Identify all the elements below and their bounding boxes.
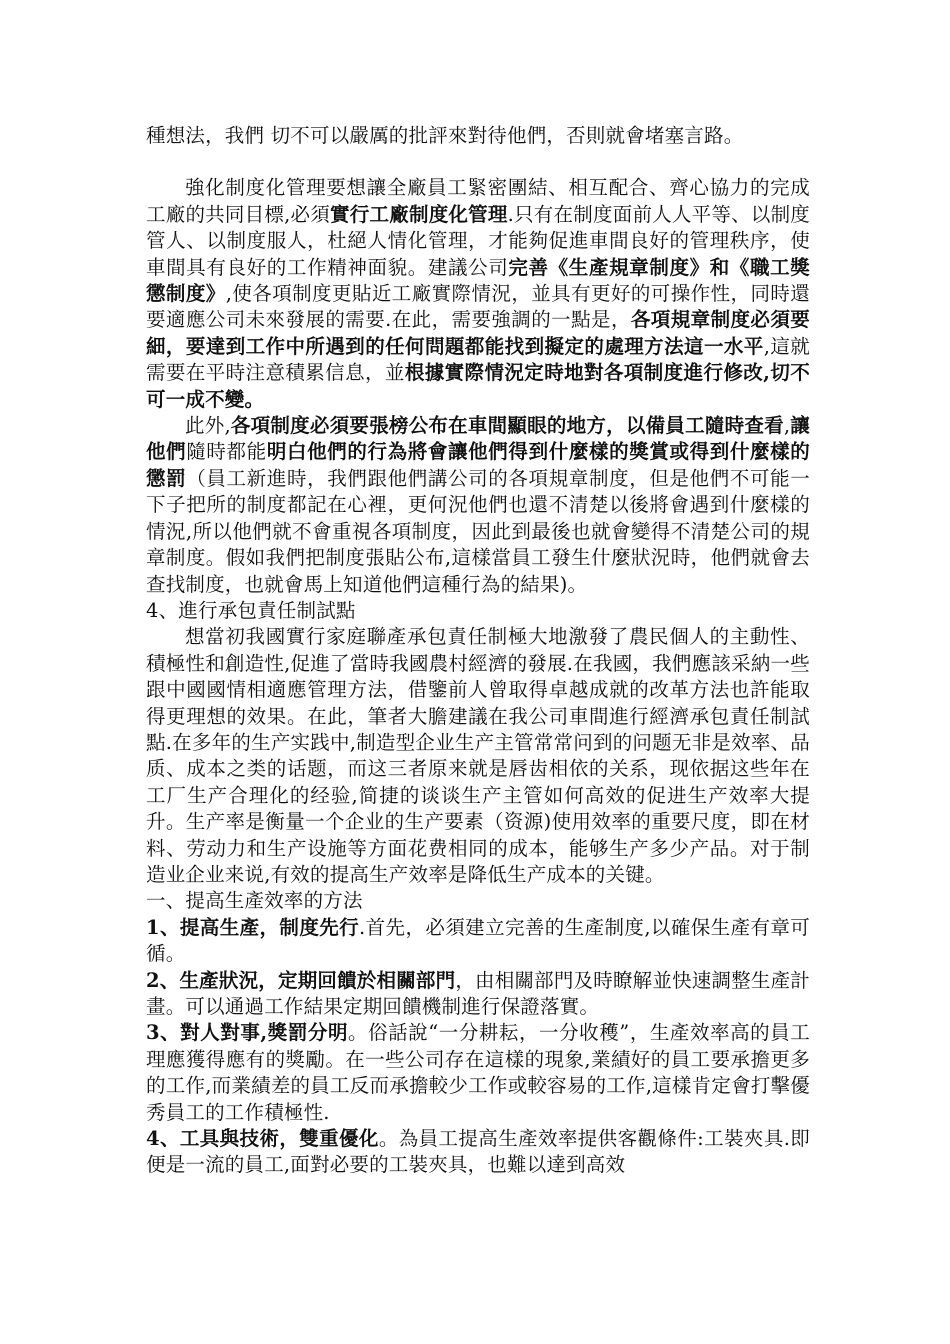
method-item-1: 1、提高生產，制度先行.首先，必須建立完善的生產制度,以確保生產有章可循。 bbox=[146, 915, 810, 966]
paragraph-posting-rules: 此外,各項制度必須要張榜公布在車間顯眼的地方，以備員工隨時查看,讓他們隨時都能明白他們的行為將會讓他們得到什麼樣的獎賞或得到什麼樣的懲罰（員工新進時，我們跟他們講公司的各項規章制度，但是他們不可能一下子把所的制度都記在心裡，更何況他們也還不清楚以後將會遇到什麼樣的情況,所以他們就不會重視各項制度，因此到最後也就會變得不清楚公司的規章制度。假如我們把制度張貼公布,這樣當員工發生什麼狀況時，他們就會去查找制度，也就會馬上知道他們這種行為的結果)。 bbox=[146, 414, 811, 596]
paragraph-contract-responsibility: 想當初我國實行家庭聯產承包責任制極大地激發了農民個人的主動性、積極性和創造性,促進了當時我國農村經濟的發展.在我國，我們應該采納一些跟中國國情相適應管理方法，借鑒前人曾取得卓越成就的改革方法也許能取得更理想的效果。在此，筆者大膽建議在我公司車間進行經濟承包責任制試點.在多年的生产实践中,制造型企业生产主管常常问到的问题无非是效率、品质、成本之类的话题，而这三者原来就是唇齿相依的关系，现依据这些年在工厂生产合理化的经验,简捷的谈谈生产主管如何高效的促进生产效率大提升。生产率是衡量一个企业的生产要素（资源)使用效率的重要尺度，即在材料、劳动力和生产设施等方面花费相同的成本，能够生产多少产品。对于制造业企业来说,有效的提高生产效率是降低生产成本的关键。 bbox=[146, 625, 810, 886]
method-item-2: 2、生產狀況，定期回饋於相關部門，由相關部門及時瞭解並快速調整生產計畫。可以通過工作結果定期回饋機制進行保證落實。 bbox=[146, 968, 810, 1018]
document-body bbox=[146, 123, 810, 1179]
section-heading-efficiency-methods: 一、提高生產效率的方法 bbox=[146, 889, 363, 913]
method-item-4: 4、工具與技術，雙重優化。為員工提高生產效率提供客觀條件:工裝夾具.即便是一流的員工,面對必要的工裝夾具，也難以達到高效 bbox=[146, 1127, 811, 1177]
paragraph-institutional-management: 強化制度化管理要想讓全廠員工緊密團結、相互配合、齊心協力的完成工廠的共同目標,必須實行工廠制度化管理.只有在制度面前人人平等、以制度管人、以制度服人，杜絕人情化管理，才能夠促進車間良好的管理秩序，使車間具有良好的工作精神面貌。建議公司完善《生產規章制度》和《職工獎懲制度》,使各項制度更貼近工廠實際情況，並具有更好的可操作性，同時還要適應公司未來發展的需要.在此，需要強調的一點是，各項規章制度必須要細，要達到工作中所遇到的任何問題都能找到擬定的處理方法這一水平,這就需要在平時注意積累信息，並根據實際情況定時地對各項制度進行修改,切不可一成不變。 bbox=[146, 176, 810, 411]
paragraph-continuation: 種想法，我們 切不可以嚴厲的批評來對待他們，否則就會堵塞言路。 bbox=[146, 124, 744, 147]
method-item-3: 3、對人對事,獎罰分明。俗話說“一分耕耘，一分收穫”，生產效率高的員工理應獲得應有的獎勵。在一些公司存在這樣的現象,業績好的員工要承擔更多的工作,而業績差的員工反而承擔較少工作或較容易的工作,這樣肯定會打擊優秀員工的工作積極性. bbox=[146, 1021, 810, 1124]
paragraph-gap bbox=[146, 149, 810, 175]
section-heading-contract-responsibility: 4、進行承包責任制試點 bbox=[146, 598, 356, 622]
